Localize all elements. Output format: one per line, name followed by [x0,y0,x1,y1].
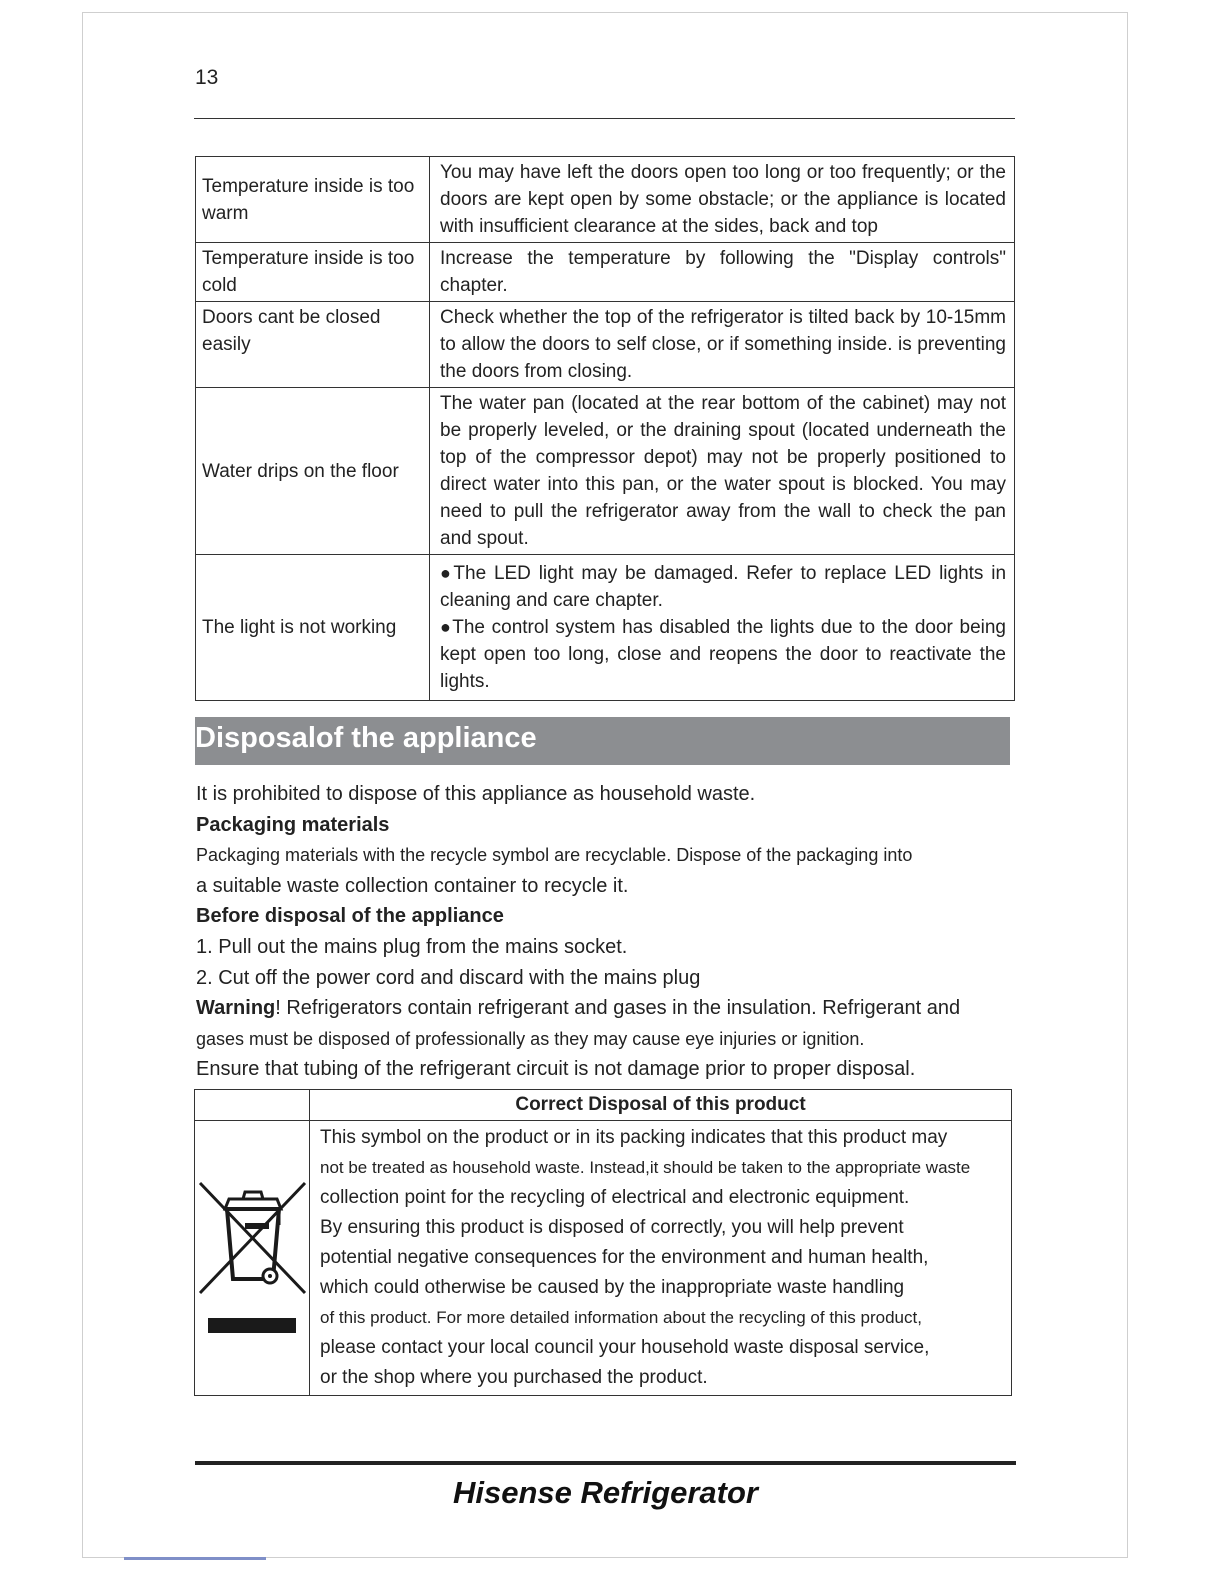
footer-brand: Hisense Refrigerator [453,1475,758,1510]
warning-text: Ensure that tubing of the refrigerant circuit is not damage prior to proper disposal. [196,1058,916,1081]
disposal-line: please contact your local council your household waste disposal service, [320,1337,930,1358]
remedy-cell: Increase the temperature by following the "Display controls" chapter. [430,243,1015,302]
remedy-cell [430,555,1015,701]
icon-cell [195,1121,310,1396]
disposal-line: which could otherwise be caused by the inappropriate waste handling [320,1277,905,1298]
remedy-cell: Check whether the top of the refrigerator is tilted back by 10-15mm to allow the doors to self close, or if something inside. is preventing the doors from closing. [430,302,1015,388]
disposal-line: or the shop where you purchased the product. [320,1367,708,1388]
disposal-line: By ensuring this product is disposed of correctly, you will help prevent [320,1217,904,1238]
troubleshooting-table [195,156,1015,701]
correct-disposal-heading: Correct Disposal of this product [310,1090,1012,1121]
intro-text: It is prohibited to dispose of this appliance as household waste. [196,783,756,805]
disposal-line: This symbol on the product or in its packing indicates that this product may [320,1127,948,1148]
table-row [196,157,1015,243]
correct-disposal-table [194,1089,1012,1396]
bottom-edge-mark [124,1557,266,1560]
disposal-line: collection point for the recycling of electrical and electronic equipment. [320,1187,910,1208]
symptom-cell: Water drips on the floor [196,388,430,555]
before-disposal-heading: Before disposal of the appliance [196,905,504,928]
bullet-icon: ● [440,617,453,637]
disposal-line: potential negative consequences for the environment and human health, [320,1247,929,1268]
packaging-heading: Packaging materials [196,813,390,836]
packaging-text: a suitable waste collection container to recycle it. [196,874,629,897]
remedy-cell: The water pan (located at the rear bottom of the cabinet) may not be properly leveled, or the draining spout (located underneath the top of the compressor depot) may not be properly positioned to direct water into this pan, or the water spout is blocked. You may need to pull the refrigerator away from the wall to check the pan and spout. [430,388,1015,555]
table-row [196,388,1015,555]
disposal-line: of this product. For more detailed information about the recycling of this product, [320,1308,922,1327]
table-header-row [195,1090,1012,1121]
disposal-line: not be treated as household waste. Instead,it should be taken to the appropriate waste [320,1158,971,1177]
footer-rule [195,1461,1016,1465]
header-rule [194,118,1015,119]
table-row [195,1121,1012,1396]
remedy-cell: You may have left the doors open too long or too frequently; or the doors are kept open by some obstacle; or the appliance is located with insufficient clearance at the sides, back and top [430,157,1015,243]
remedy-item: ●The LED light may be damaged. Refer to replace LED lights in cleaning and care chapter. [440,563,1007,611]
warning-text: gases must be disposed of professionally as they may cause eye injuries or ignition. [196,1028,865,1049]
page-number: 13 [195,66,219,89]
table-row [196,555,1015,701]
crossed-out-wheelie-bin-icon [195,1173,309,1333]
remedy-item: ●The control system has disabled the lights due to the door being kept open too long, close and reopens the door to reactivate the lights. [440,617,1006,692]
packaging-text: Packaging materials with the recycle symbol are recyclable. Dispose of the packaging into [196,845,913,866]
section-title: Disposalof the appliance [195,722,537,754]
symptom-cell: Doors cant be closed easily [196,302,430,388]
empty-header-cell [195,1090,310,1121]
section-heading-bar [195,717,1010,765]
symptom-cell: The light is not working [196,555,430,701]
table-row [196,302,1015,388]
disposal-text-cell [310,1121,1012,1396]
disposal-instructions [196,779,1041,1085]
step-item: 2. Cut off the power cord and discard with the mains plug [196,966,701,989]
warning-text: Warning! Refrigerators contain refrigerant and gases in the insulation. Refrigerant and [196,997,961,1020]
table-row [196,243,1015,302]
bullet-icon: ● [440,563,454,583]
symptom-cell: Temperature inside is too cold [196,243,430,302]
warning-label: Warning [196,997,276,1020]
step-item: 1. Pull out the mains plug from the mains socket. [196,935,628,958]
symptom-cell: Temperature inside is too warm [196,157,430,243]
